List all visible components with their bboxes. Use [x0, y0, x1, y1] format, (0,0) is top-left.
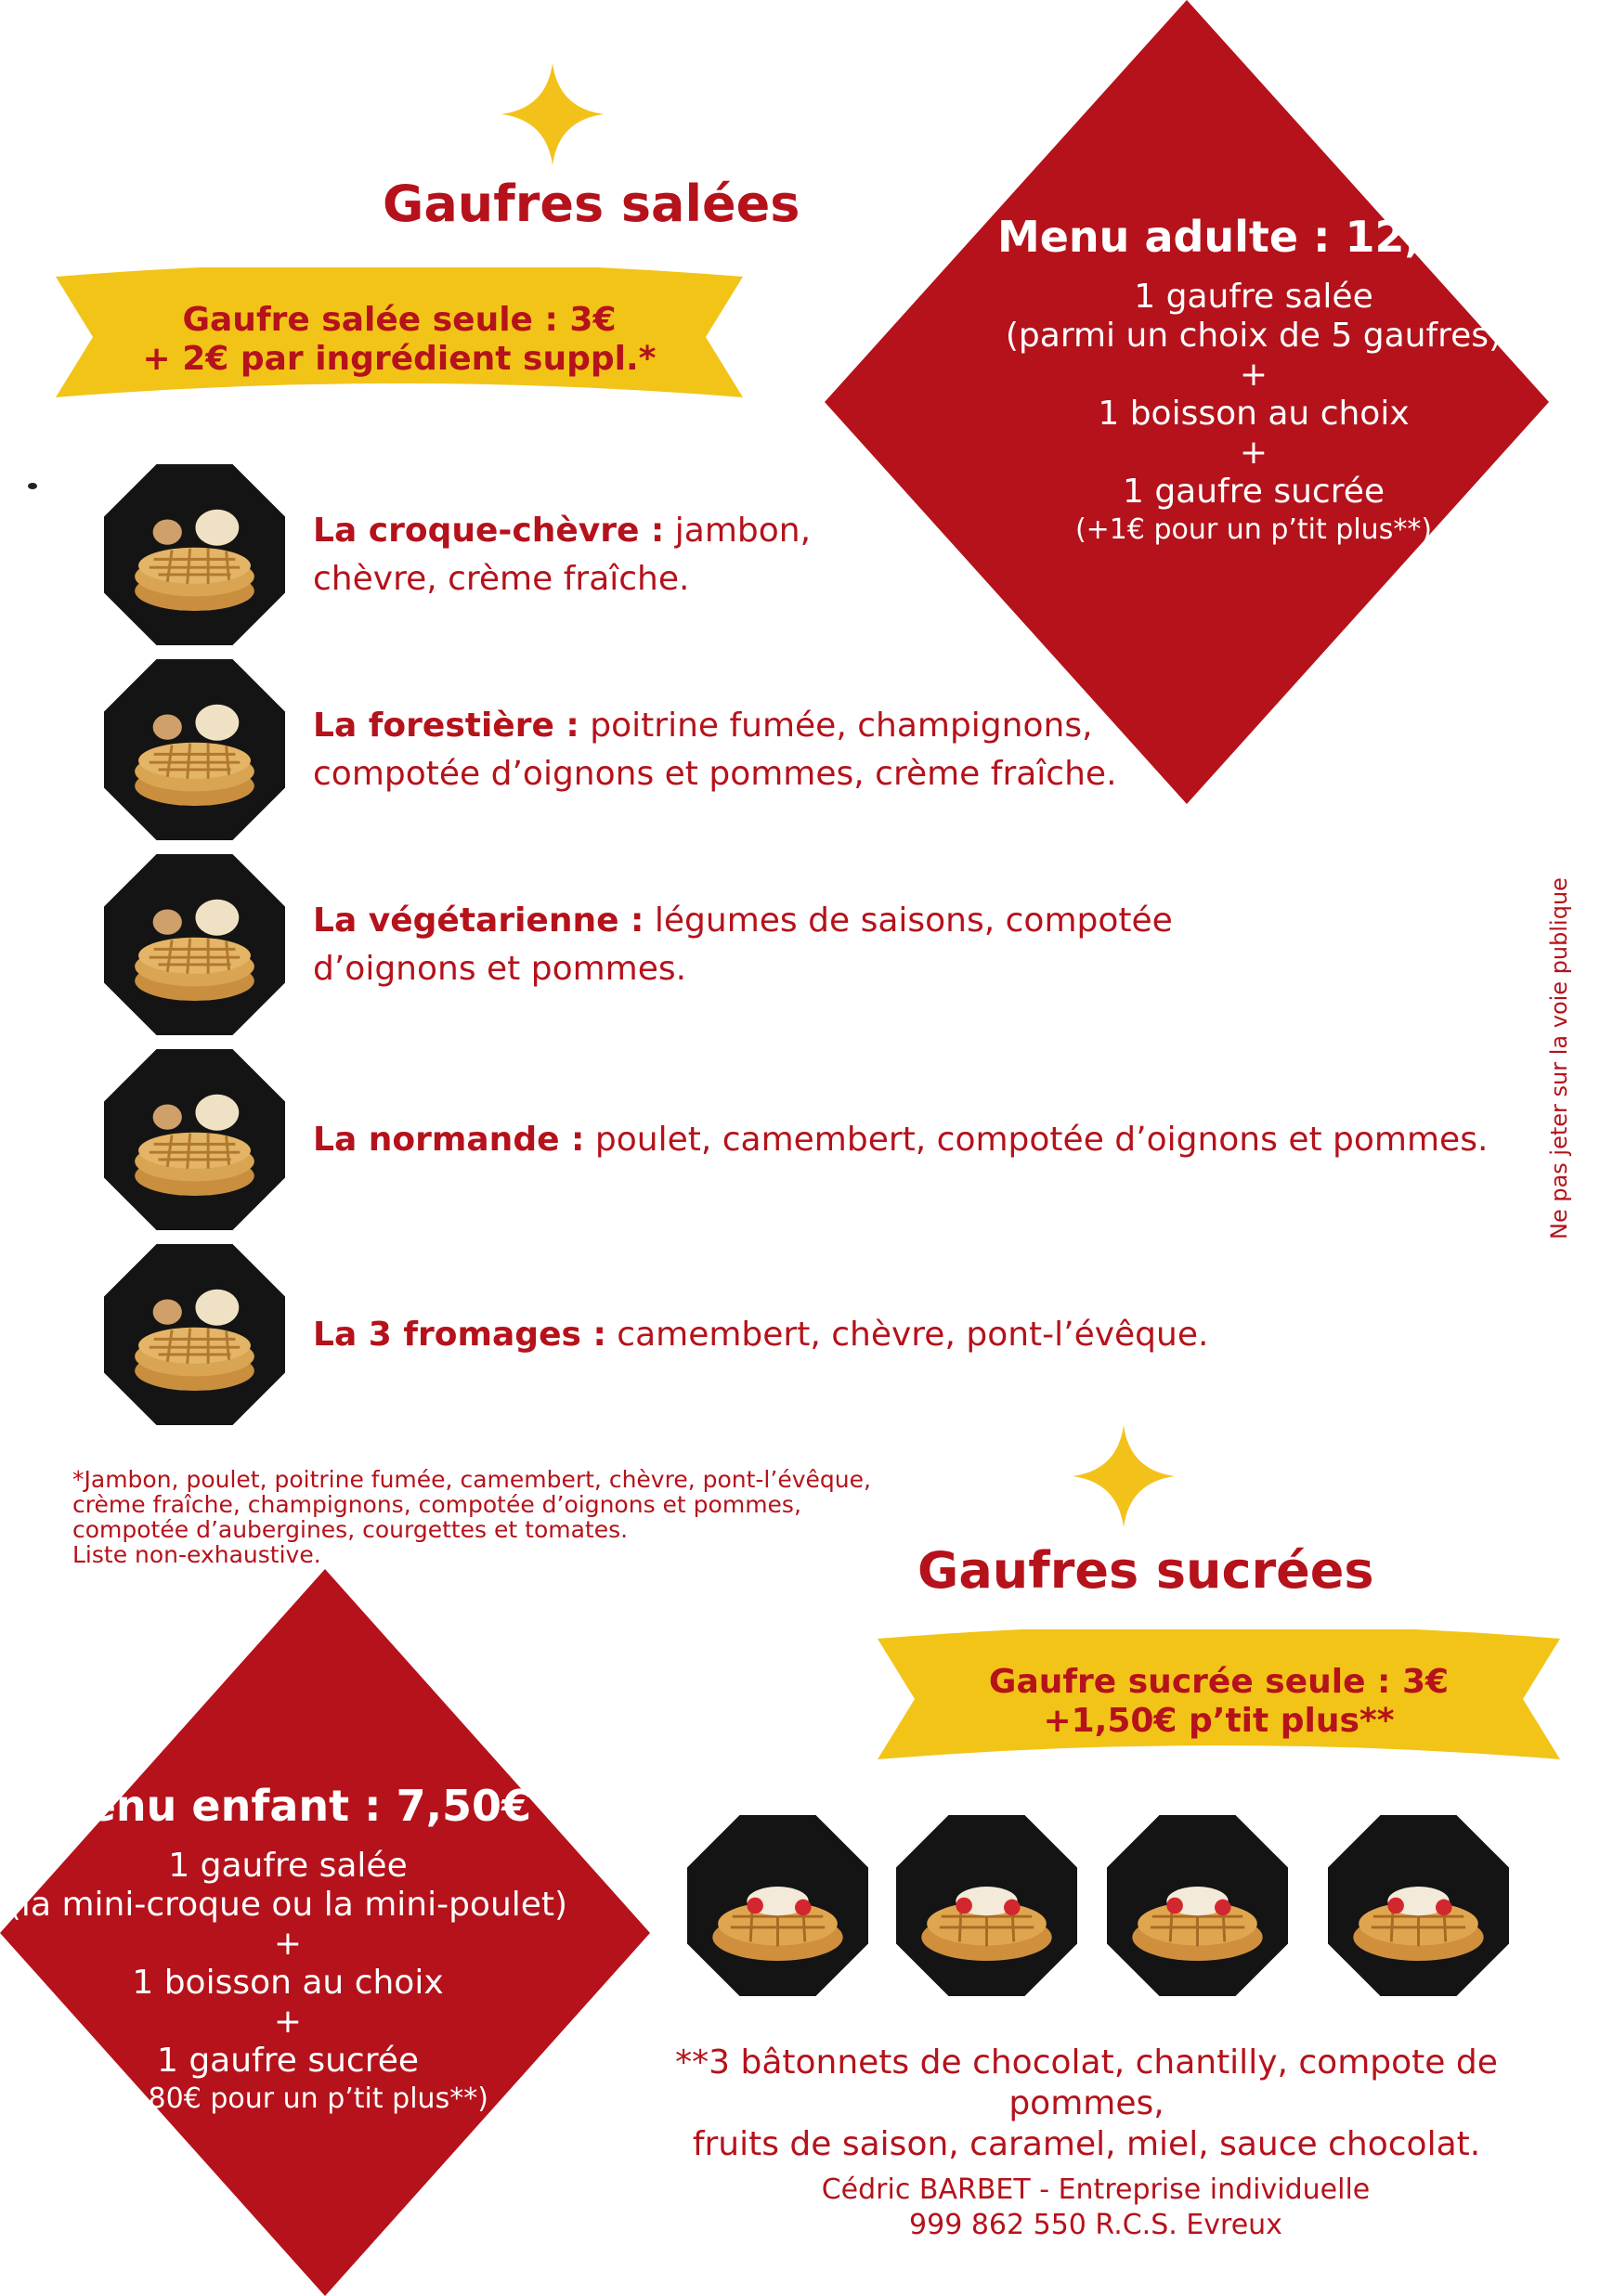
waffle-description — [313, 507, 811, 603]
adult-menu-line-4: 1 gaufre sucrée — [1122, 473, 1385, 511]
waffle-photo — [104, 464, 285, 645]
list-item — [104, 659, 1117, 840]
waffle-ingredients: d’oignons et pommes. — [313, 949, 687, 988]
toppings-note — [594, 2043, 1579, 2165]
sweet-price-line-2: +1,50€ p’tit plus** — [1043, 1702, 1395, 1740]
child-menu-line-1: 1 gaufre salée — [168, 1847, 408, 1885]
salty-price-ribbon — [56, 267, 743, 407]
waffle-ingredients: poulet, camembert, compotée d’oignons et pommes. — [584, 1120, 1489, 1159]
scan-speck — [28, 483, 37, 489]
waffle-name: La normande : — [313, 1120, 585, 1159]
list-item — [104, 464, 811, 645]
child-menu-line-4: 1 gaufre sucrée — [156, 2042, 420, 2080]
plus-sign: + — [1239, 434, 1268, 472]
waffle-ingredients: poitrine fumée, champignons, — [579, 706, 1093, 745]
waffle-name: La 3 fromages : — [313, 1315, 606, 1354]
waffle-description — [313, 1311, 1208, 1359]
adult-menu-line-1: 1 gaufre salée — [1134, 278, 1373, 316]
footnote-line: *Jambon, poulet, poitrine fumée, camembert, chèvre, pont-l’évêque, — [72, 1466, 871, 1493]
ingredients-footnote — [72, 1467, 871, 1567]
sweet-waffle-photo — [1328, 1815, 1509, 1996]
plus-sign: + — [273, 1925, 303, 1963]
waffle-name: La croque-chèvre : — [313, 511, 665, 550]
waffle-ingredients: compotée d’oignons et pommes, crème fraîche. — [313, 754, 1117, 793]
sweet-section-title: Gaufres sucrées — [917, 1541, 1374, 1600]
adult-menu-title: Menu adulte : 12,90€ — [996, 212, 1511, 262]
plus-sign: + — [1239, 356, 1268, 394]
waffle-description — [313, 897, 1173, 993]
list-item — [104, 1049, 1488, 1230]
waffle-ingredients: camembert, chèvre, pont-l’évêque. — [605, 1315, 1209, 1354]
waffle-photo — [104, 1244, 285, 1425]
child-menu-line-5: (+0,80€ pour un p’tit plus**) — [87, 2082, 488, 2115]
adult-menu-line-5: (+1€ pour un p’tit plus**) — [1074, 513, 1433, 546]
salty-price-line-1: Gaufre salée seule : 3€ — [182, 301, 617, 339]
salty-section-title: Gaufres salées — [383, 175, 800, 233]
salty-price-line-2: + 2€ par ingrédient suppl.* — [142, 340, 657, 378]
child-menu — [0, 1778, 576, 2118]
list-item — [104, 854, 1173, 1035]
child-menu-line-3: 1 boisson au choix — [132, 1964, 444, 2002]
sweet-waffle-photo — [896, 1815, 1077, 1996]
footnote-line: compotée d’aubergines, courgettes et tomates. — [72, 1516, 629, 1543]
footnote-line: crème fraîche, champignons, compotée d’oignons et pommes, — [72, 1491, 801, 1518]
legal-line-1: Cédric BARBET - Entreprise individuelle — [821, 2173, 1371, 2206]
star-icon — [501, 63, 604, 165]
footnote-line: Liste non-exhaustive. — [72, 1541, 321, 1568]
adult-menu-line-2: (parmi un choix de 5 gaufres) — [1005, 317, 1502, 355]
list-item — [104, 1244, 1208, 1425]
waffle-description — [313, 702, 1117, 798]
adult-menu-line-3: 1 boisson au choix — [1098, 395, 1410, 433]
adult-menu — [929, 209, 1579, 549]
sweet-waffle-photo — [1107, 1815, 1288, 1996]
child-menu-title: Menu enfant : 7,50€ — [44, 1781, 532, 1831]
vertical-note: Ne pas jeter sur la voie publique — [1546, 877, 1572, 1239]
waffle-name: La forestière : — [313, 706, 579, 745]
child-menu-line-2: (la mini-croque ou la mini-poulet) — [7, 1886, 568, 1924]
legal-line-2: 999 862 550 R.C.S. Evreux — [909, 2209, 1282, 2241]
waffle-description — [313, 1116, 1488, 1164]
sweet-waffle-photo — [687, 1815, 868, 1996]
star-icon — [1073, 1425, 1175, 1527]
sweet-price-line-1: Gaufre sucrée seule : 3€ — [988, 1663, 1450, 1701]
toppings-note-line-1: **3 bâtonnets de chocolat, chantilly, compote de pommes, — [675, 2043, 1498, 2122]
waffle-ingredients: légumes de saisons, compotée — [644, 901, 1173, 940]
waffle-photo — [104, 659, 285, 840]
plus-sign: + — [273, 2003, 303, 2041]
toppings-note-line-2: fruits de saison, caramel, miel, sauce chocolat. — [692, 2125, 1481, 2163]
legal-info — [771, 2173, 1421, 2243]
waffle-photo — [104, 854, 285, 1035]
waffle-ingredients: jambon, — [664, 511, 812, 550]
waffle-ingredients: chèvre, crème fraîche. — [313, 559, 690, 598]
waffle-name: La végétarienne : — [313, 901, 644, 940]
waffle-photo — [104, 1049, 285, 1230]
sweet-price-ribbon — [878, 1629, 1560, 1769]
